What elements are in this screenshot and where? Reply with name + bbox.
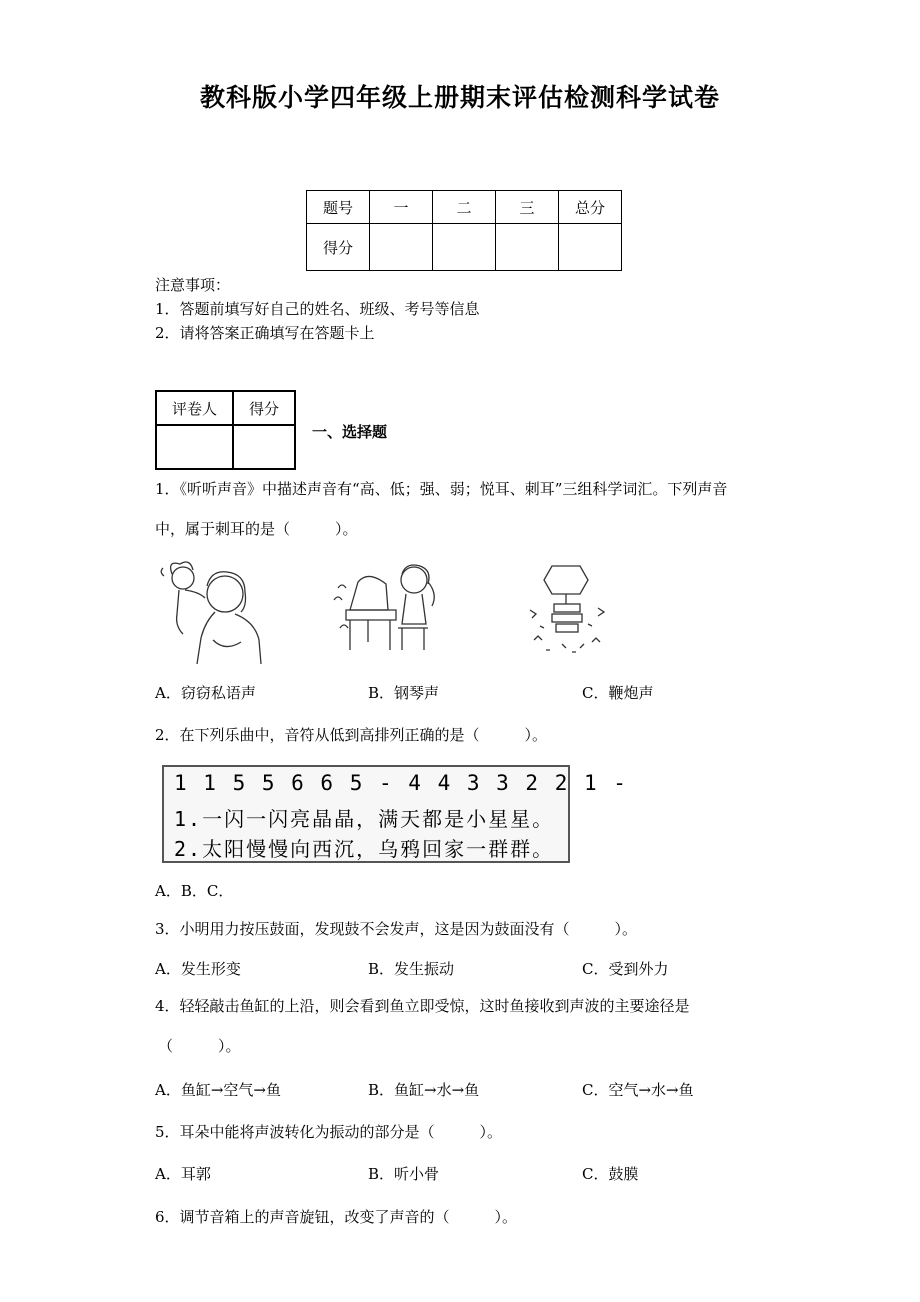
question-5-text: 5．耳朵中能将声波转化为振动的部分是（ ）。 [155,1123,503,1141]
notice-item: 2．请将答案正确填写在答题卡上 [155,324,375,342]
lyrics-line-1: 1.一闪一闪亮晶晶，满天都是小星星。 [174,807,555,831]
question-1-text: 1．《听听声音》中描述声音有“高、低；强、弱；悦耳、刺耳”三组科学词汇。下列声音 [155,480,728,498]
piano-illustration [328,558,443,656]
q3-option-a[interactable]: A．发生形变 [155,960,241,978]
notice-item: 1．答题前填写好自己的姓名、班级、考号等信息 [155,300,480,318]
q1-option-b[interactable]: B．钢琴声 [368,684,440,702]
section-title: 一、选择题 [312,423,388,441]
q1-option-c[interactable]: C．鞭炮声 [582,684,654,702]
q4-option-a[interactable]: A．鱼缸→空气→鱼 [155,1081,281,1099]
grader-cell[interactable] [156,425,233,469]
question-1-text-cont: 中，属于刺耳的是（ ）。 [155,520,358,538]
score-cell[interactable] [433,224,496,271]
grader-header: 得分 [233,391,295,425]
q5-option-b[interactable]: B．听小骨 [368,1165,440,1183]
q4-option-b[interactable]: B．鱼缸→水→鱼 [368,1081,480,1099]
grader-cell[interactable] [233,425,295,469]
question-4-text-cont: （ ）。 [158,1037,241,1055]
music-notes-line: 1 1 5 5 6 6 5 - 4 4 3 3 2 2 1 - [174,771,628,795]
score-row-label: 得分 [307,224,370,271]
notice-heading: 注意事项： [155,276,231,294]
q1-option-a[interactable]: A．窃窃私语声 [155,684,256,702]
score-table [306,190,622,271]
q5-option-a[interactable]: A．耳郭 [155,1165,211,1183]
whisper-illustration [155,556,265,668]
score-header-cell: 总分 [559,191,622,224]
grader-header: 评卷人 [156,391,233,425]
grader-table [155,390,296,470]
score-header-cell: 题号 [307,191,370,224]
firecracker-illustration [522,560,614,658]
question-6-text: 6．调节音箱上的声音旋钮，改变了声音的（ ）。 [155,1208,518,1226]
lyrics-line-2: 2.太阳慢慢向西沉，乌鸦回家一群群。 [174,837,555,861]
page-title: 教科版小学四年级上册期末评估检测科学试卷 [199,83,720,112]
score-cell[interactable] [370,224,433,271]
q4-option-c[interactable]: C．空气→水→鱼 [582,1081,694,1099]
score-cell[interactable] [496,224,559,271]
q3-option-b[interactable]: B．发生振动 [368,960,455,978]
music-score-image [162,765,628,863]
score-cell[interactable] [559,224,622,271]
question-2-text: 2．在下列乐曲中，音符从低到高排列正确的是（ ）。 [155,726,548,744]
question-4-text: 4．轻轻敲击鱼缸的上沿，则会看到鱼立即受惊，这时鱼接收到声波的主要途径是 [155,997,690,1015]
score-header-cell: 三 [496,191,559,224]
question-3-text: 3．小明用力按压鼓面，发现鼓不会发声，这是因为鼓面没有（ ）。 [155,920,638,938]
score-header-cell: 一 [370,191,433,224]
q2-options[interactable]: A．B．C． [155,882,234,900]
q5-option-c[interactable]: C．鼓膜 [582,1165,639,1183]
score-header-cell: 二 [433,191,496,224]
q3-option-c[interactable]: C．受到外力 [582,960,669,978]
